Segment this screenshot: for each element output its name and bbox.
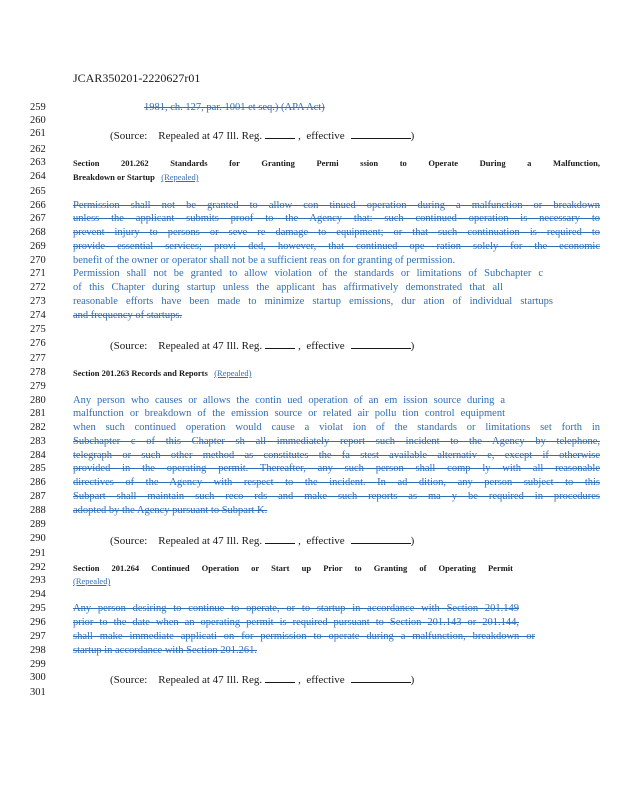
line-number: 269 <box>30 241 46 252</box>
line-number: 295 <box>30 603 46 614</box>
line-number: 275 <box>30 324 46 335</box>
line-270 <box>30 255 600 267</box>
line-number: 293 <box>30 575 46 586</box>
repealed-text: prevent injury to persons or seve re damage to equipment; or that such continuation is required to <box>73 227 600 238</box>
blank-field <box>265 338 295 349</box>
line-289 <box>30 519 600 531</box>
source-note: (Source: Repealed at 47 Ill. Reg. , effective ) <box>110 535 415 547</box>
line-number: 272 <box>30 282 46 293</box>
line-number: 292 <box>30 562 46 573</box>
line-285 <box>30 463 600 475</box>
repealed-text: unless the applicant submits proof to the Agency that: such continued operation is necessary to <box>73 213 600 224</box>
repealed-text: directives of the Agency with respect to the incident. In ad dition, any person subject to this <box>73 477 600 488</box>
line-267 <box>30 213 600 225</box>
blank-field <box>351 672 411 683</box>
line-272 <box>30 282 600 294</box>
section-heading: Section 201.264 Continued Operation or Start up Prior to Granting of Operating Permit <box>73 563 513 573</box>
repealed-text: Permission shall not be granted to allow con tinued operation during a malfunction or breakdown <box>73 200 600 211</box>
line-298 <box>30 645 600 657</box>
body-text: Permission shall not be granted to allow violation of the standards or limitations of Subchapter c <box>73 268 543 279</box>
line-278 <box>30 367 600 379</box>
line-number: 263 <box>30 157 46 168</box>
line-number: 289 <box>30 519 46 530</box>
line-266 <box>30 200 600 212</box>
line-number: 273 <box>30 296 46 307</box>
line-293 <box>30 575 600 587</box>
line-number: 261 <box>30 128 46 139</box>
line-number: 299 <box>30 659 46 670</box>
repealed-marker: (Repealed) <box>73 576 111 586</box>
line-number: 270 <box>30 255 46 266</box>
line-263 <box>30 157 600 169</box>
line-276 <box>30 338 600 350</box>
line-279 <box>30 381 600 393</box>
blank-field <box>265 128 295 139</box>
line-number: 285 <box>30 463 46 474</box>
line-290 <box>30 533 600 545</box>
line-number: 278 <box>30 367 46 378</box>
line-number: 280 <box>30 395 46 406</box>
blank-field <box>265 672 295 683</box>
line-264 <box>30 171 600 183</box>
line-number: 297 <box>30 631 46 642</box>
line-number: 287 <box>30 491 46 502</box>
line-number: 260 <box>30 115 46 126</box>
body-text: benefit of the owner or operator shall not be a sufficient reas on for granting of permission. <box>73 255 456 266</box>
document-id: JCAR350201-2220627r01 <box>73 71 201 85</box>
line-number: 288 <box>30 505 46 516</box>
repealed-text: Subchapter c of this Chapter sh all immediately report such incident to the Agency by telephone, <box>73 436 600 447</box>
line-number: 291 <box>30 548 46 559</box>
body-text: of this Chapter during startup unless the applicant has affirmatively demonstrated that all <box>73 282 503 293</box>
line-273 <box>30 296 600 308</box>
body-text: when such continued operation would cause a violat ion of the standards or limitations set forth in <box>73 422 600 433</box>
line-number: 279 <box>30 381 46 392</box>
line-268 <box>30 227 600 239</box>
repealed-marker: (Repealed) <box>161 172 199 182</box>
line-281 <box>30 408 600 420</box>
line-295 <box>30 603 600 615</box>
section-heading: Section 201.262 Standards for Granting Permi ssion to Operate During a Malfunction, <box>73 158 600 168</box>
blank-field <box>351 128 411 139</box>
line-number: 277 <box>30 353 46 364</box>
line-262 <box>30 144 600 156</box>
line-277 <box>30 353 600 365</box>
line-283 <box>30 436 600 448</box>
line-number: 284 <box>30 450 46 461</box>
line-291 <box>30 548 600 560</box>
line-number: 262 <box>30 144 46 155</box>
source-note: (Source: Repealed at 47 Ill. Reg. , effective ) <box>110 130 415 142</box>
line-299 <box>30 659 600 671</box>
section-heading-cont: Breakdown or Startup (Repealed) <box>73 172 199 182</box>
line-271 <box>30 268 600 280</box>
line-288 <box>30 505 600 517</box>
section-heading: Section 201.263 Records and Reports (Repealed) <box>73 368 252 378</box>
line-number: 274 <box>30 310 46 321</box>
repealed-text: startup in accordance with Section 201.261. <box>73 645 257 656</box>
line-280 <box>30 395 600 407</box>
repealed-text: and frequency of startups. <box>73 310 183 321</box>
line-301 <box>30 687 600 699</box>
repealed-text: adopted by the Agency pursuant to Subpart K. <box>73 505 268 516</box>
repealed-text: Any person desiring to continue to operate, or to startup in accordance with Section 201.149 <box>73 603 519 614</box>
repealed-text: provide essential services; provi ded, however, that continued ope ration solely for the economic <box>73 241 600 252</box>
repealed-text: telegraph or such other method as constitutes the fa stest available alternativ e, except if otherwise <box>73 450 600 461</box>
line-number: 281 <box>30 408 46 419</box>
line-number: 296 <box>30 617 46 628</box>
line-300 <box>30 672 600 684</box>
line-number: 264 <box>30 171 46 182</box>
line-294 <box>30 589 600 601</box>
body-text: reasonable efforts have been made to minimize startup emissions, dur ation of individual startups <box>73 296 553 307</box>
line-number: 298 <box>30 645 46 656</box>
repealed-text: 1981, ch. 127, par. 1001 et seq.) (APA Act) <box>144 102 325 113</box>
repealed-text: Subpart shall maintain such reco rds and make such reports as ma y be required in procedures <box>73 491 600 502</box>
line-number: 294 <box>30 589 46 600</box>
line-260 <box>30 115 600 127</box>
line-number: 265 <box>30 186 46 197</box>
body-text: Any person who causes or allows the contin ued operation of an em ission source during a <box>73 395 505 406</box>
line-number: 259 <box>30 102 46 113</box>
line-number: 290 <box>30 533 46 544</box>
line-number: 301 <box>30 687 46 698</box>
source-note: (Source: Repealed at 47 Ill. Reg. , effective ) <box>110 674 415 686</box>
line-286 <box>30 477 600 489</box>
line-number: 286 <box>30 477 46 488</box>
body-text: malfunction or breakdown of the emission source or related air pollu tion control equipment <box>73 408 505 419</box>
line-number: 271 <box>30 268 46 279</box>
line-261 <box>30 128 600 140</box>
repealed-text: provided in the operating permit. Thereafter, any such person shall comp ly with all reasonable <box>73 463 600 474</box>
line-292 <box>30 562 600 574</box>
line-number: 283 <box>30 436 46 447</box>
repealed-text: prior to the date when an operating permit is required pursuant to Section 201.143 or 201.144, <box>73 617 519 628</box>
line-269 <box>30 241 600 253</box>
line-287 <box>30 491 600 503</box>
blank-field <box>351 533 411 544</box>
line-284 <box>30 450 600 462</box>
line-274 <box>30 310 600 322</box>
repealed-marker: (Repealed) <box>214 368 252 378</box>
line-282 <box>30 422 600 434</box>
line-number: 268 <box>30 227 46 238</box>
line-number: 300 <box>30 672 46 683</box>
repealed-text: shall make immediate applicati on for permission to operate during a malfunction, breakdown or <box>73 631 535 642</box>
line-275 <box>30 324 600 336</box>
line-259 <box>30 102 600 114</box>
line-number: 276 <box>30 338 46 349</box>
line-number: 282 <box>30 422 46 433</box>
line-296 <box>30 617 600 629</box>
source-note: (Source: Repealed at 47 Ill. Reg. , effective ) <box>110 340 415 352</box>
line-297 <box>30 631 600 643</box>
line-number: 266 <box>30 200 46 211</box>
line-265 <box>30 186 600 198</box>
blank-field <box>265 533 295 544</box>
blank-field <box>351 338 411 349</box>
line-number: 267 <box>30 213 46 224</box>
